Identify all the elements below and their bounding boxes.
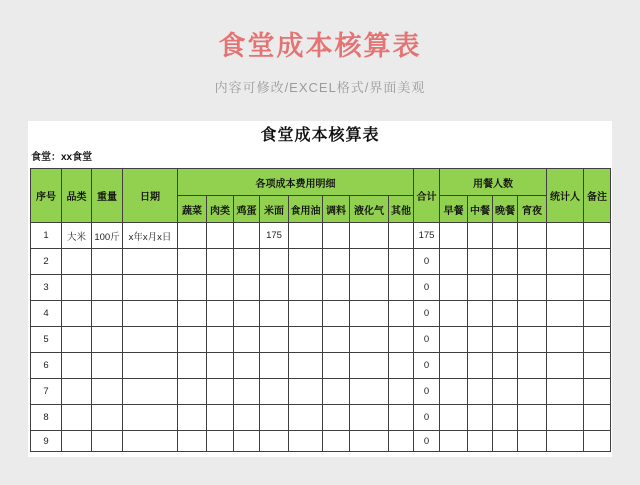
table-cell[interactable]	[207, 353, 234, 379]
table-row	[31, 249, 611, 275]
table-cell[interactable]: 175	[414, 223, 440, 249]
table-cell[interactable]	[92, 275, 123, 301]
table-cell[interactable]	[493, 275, 518, 301]
col-header-cost-group[interactable]: 各项成本费用明细	[178, 169, 414, 196]
table-cell[interactable]	[389, 379, 414, 405]
table-row	[31, 379, 611, 405]
table-cell[interactable]	[493, 405, 518, 431]
table-cell[interactable]	[260, 275, 289, 301]
table-cell[interactable]: 5	[31, 327, 62, 353]
table-body	[31, 223, 611, 452]
table-cell[interactable]	[234, 327, 260, 353]
table-cell[interactable]	[323, 249, 350, 275]
table-cell[interactable]	[62, 249, 92, 275]
table-cell[interactable]	[323, 327, 350, 353]
col-header-total[interactable]: 合计	[414, 169, 440, 223]
table-cell[interactable]	[547, 405, 584, 431]
table-cell[interactable]	[468, 223, 493, 249]
table-cell[interactable]	[350, 223, 389, 249]
table-cell[interactable]	[123, 249, 178, 275]
table-cell[interactable]	[234, 275, 260, 301]
col-header-meat[interactable]: 肉类	[207, 196, 234, 223]
table-cell[interactable]	[289, 327, 323, 353]
table-cell[interactable]	[323, 301, 350, 327]
table-cell[interactable]	[207, 223, 234, 249]
col-header-statistician[interactable]: 统计人	[547, 169, 584, 223]
col-header-gas[interactable]: 液化气	[350, 196, 389, 223]
table-cell[interactable]	[440, 327, 468, 353]
table-cell[interactable]	[350, 431, 389, 452]
table-cell[interactable]	[178, 327, 207, 353]
col-header-lunch[interactable]: 中餐	[468, 196, 493, 223]
table-cell[interactable]	[389, 275, 414, 301]
table-cell[interactable]: 大米	[62, 223, 92, 249]
col-header-serial[interactable]: 序号	[31, 169, 62, 223]
table-cell[interactable]	[468, 431, 493, 452]
table-cell[interactable]: 0	[414, 327, 440, 353]
table-cell[interactable]	[389, 431, 414, 452]
col-header-date[interactable]: 日期	[123, 169, 178, 223]
cost-table	[30, 168, 611, 452]
col-header-category[interactable]: 品类	[62, 169, 92, 223]
table-cell[interactable]	[207, 431, 234, 452]
table-cell[interactable]	[323, 353, 350, 379]
table-cell[interactable]	[468, 353, 493, 379]
table-cell[interactable]	[440, 223, 468, 249]
table-cell[interactable]	[547, 431, 584, 452]
table-cell[interactable]	[92, 431, 123, 452]
col-header-remarks[interactable]: 备注	[584, 169, 611, 223]
table-cell[interactable]	[547, 275, 584, 301]
table-cell[interactable]	[518, 431, 547, 452]
table-cell[interactable]	[389, 223, 414, 249]
table-cell[interactable]	[440, 405, 468, 431]
table-cell[interactable]	[518, 327, 547, 353]
spreadsheet-panel	[28, 121, 612, 457]
table-cell[interactable]: 0	[414, 431, 440, 452]
table-cell[interactable]	[468, 379, 493, 405]
table-cell[interactable]: 0	[414, 379, 440, 405]
table-cell[interactable]	[260, 405, 289, 431]
table-cell[interactable]	[234, 353, 260, 379]
table-cell[interactable]	[518, 223, 547, 249]
table-cell[interactable]	[440, 353, 468, 379]
col-header-weight[interactable]: 重量	[92, 169, 123, 223]
col-header-vegetables[interactable]: 蔬菜	[178, 196, 207, 223]
canteen-name-label[interactable]: 食堂：xx食堂	[31, 152, 93, 163]
table-cell[interactable]	[207, 301, 234, 327]
table-cell[interactable]	[584, 275, 611, 301]
col-header-supper[interactable]: 宵夜	[518, 196, 547, 223]
table-cell[interactable]	[493, 353, 518, 379]
table-row	[31, 405, 611, 431]
table-cell[interactable]	[350, 301, 389, 327]
table-cell[interactable]	[493, 249, 518, 275]
table-cell[interactable]	[207, 405, 234, 431]
col-header-other[interactable]: 其他	[389, 196, 414, 223]
table-cell[interactable]	[547, 379, 584, 405]
table-cell[interactable]	[350, 353, 389, 379]
table-cell[interactable]	[123, 431, 178, 452]
table-cell[interactable]	[468, 275, 493, 301]
col-header-eggs[interactable]: 鸡蛋	[234, 196, 260, 223]
col-header-meal-group[interactable]: 用餐人数	[440, 169, 547, 196]
table-cell[interactable]	[289, 431, 323, 452]
col-header-cooking-oil[interactable]: 食用油	[289, 196, 323, 223]
table-cell[interactable]	[178, 405, 207, 431]
table-cell[interactable]	[547, 327, 584, 353]
table-cell[interactable]	[260, 379, 289, 405]
table-cell[interactable]: 7	[31, 379, 62, 405]
header-row-groups	[31, 169, 611, 196]
table-cell[interactable]	[584, 249, 611, 275]
table-cell[interactable]	[289, 249, 323, 275]
page-title: 食堂成本核算表	[218, 31, 422, 61]
table-cell[interactable]	[518, 249, 547, 275]
sheet-title: 食堂成本核算表	[260, 127, 380, 144]
col-header-breakfast[interactable]: 早餐	[440, 196, 468, 223]
table-cell[interactable]	[350, 275, 389, 301]
table-cell[interactable]	[234, 431, 260, 452]
col-header-dinner[interactable]: 晚餐	[493, 196, 518, 223]
table-cell[interactable]	[547, 301, 584, 327]
table-cell[interactable]	[518, 301, 547, 327]
table-cell[interactable]: 0	[414, 249, 440, 275]
table-cell[interactable]: 1	[31, 223, 62, 249]
table-cell[interactable]	[493, 327, 518, 353]
table-cell[interactable]	[178, 431, 207, 452]
table-cell[interactable]	[178, 249, 207, 275]
table-row	[31, 431, 611, 452]
page-subtitle: 内容可修改/EXCEL格式/界面美观	[214, 80, 426, 96]
col-header-seasoning[interactable]: 调料	[323, 196, 350, 223]
table-cell[interactable]	[389, 301, 414, 327]
table-cell[interactable]	[260, 431, 289, 452]
table-cell[interactable]	[440, 249, 468, 275]
table-cell[interactable]	[234, 301, 260, 327]
table-cell[interactable]: 175	[260, 223, 289, 249]
table-cell[interactable]	[62, 405, 92, 431]
table-cell[interactable]: 0	[414, 301, 440, 327]
table-cell[interactable]	[584, 431, 611, 452]
table-cell[interactable]	[123, 353, 178, 379]
table-cell[interactable]	[323, 379, 350, 405]
table-cell[interactable]	[289, 405, 323, 431]
table-cell[interactable]: 9	[31, 431, 62, 452]
table-cell[interactable]	[493, 379, 518, 405]
table-cell[interactable]: 6	[31, 353, 62, 379]
table-cell[interactable]	[178, 379, 207, 405]
table-cell[interactable]: 100斤	[92, 223, 123, 249]
table-cell[interactable]	[234, 405, 260, 431]
table-cell[interactable]	[260, 353, 289, 379]
table-cell[interactable]	[468, 301, 493, 327]
table-row	[31, 301, 611, 327]
table-cell[interactable]	[260, 301, 289, 327]
table-cell[interactable]	[92, 249, 123, 275]
table-cell[interactable]	[62, 275, 92, 301]
table-cell[interactable]	[289, 301, 323, 327]
table-cell[interactable]	[584, 405, 611, 431]
table-cell[interactable]	[547, 249, 584, 275]
table-cell[interactable]: 8	[31, 405, 62, 431]
table-cell[interactable]	[440, 275, 468, 301]
table-cell[interactable]	[123, 379, 178, 405]
table-cell[interactable]	[234, 223, 260, 249]
table-cell[interactable]	[350, 249, 389, 275]
table-cell[interactable]: x年x月x日	[123, 223, 178, 249]
table-cell[interactable]	[468, 249, 493, 275]
table-cell[interactable]	[123, 405, 178, 431]
table-cell[interactable]	[350, 327, 389, 353]
table-cell[interactable]	[207, 327, 234, 353]
table-cell[interactable]	[92, 327, 123, 353]
table-cell[interactable]	[547, 353, 584, 379]
table-cell[interactable]	[584, 353, 611, 379]
table-cell[interactable]	[518, 405, 547, 431]
table-header	[31, 169, 611, 223]
table-cell[interactable]	[547, 223, 584, 249]
table-cell[interactable]	[323, 405, 350, 431]
table-cell[interactable]	[62, 301, 92, 327]
table-cell[interactable]	[350, 379, 389, 405]
table-cell[interactable]	[584, 327, 611, 353]
table-cell[interactable]	[389, 249, 414, 275]
table-cell[interactable]	[260, 327, 289, 353]
table-cell[interactable]	[289, 379, 323, 405]
table-cell[interactable]	[123, 327, 178, 353]
table-row	[31, 327, 611, 353]
table-cell[interactable]	[62, 327, 92, 353]
table-cell[interactable]	[62, 379, 92, 405]
table-cell[interactable]	[440, 379, 468, 405]
table-cell[interactable]	[92, 353, 123, 379]
table-cell[interactable]	[289, 223, 323, 249]
table-cell[interactable]	[123, 301, 178, 327]
table-cell[interactable]	[518, 353, 547, 379]
table-cell[interactable]	[323, 275, 350, 301]
table-row	[31, 275, 611, 301]
table-cell[interactable]	[518, 379, 547, 405]
table-cell[interactable]	[178, 301, 207, 327]
table-cell[interactable]: 0	[414, 405, 440, 431]
col-header-rice-flour[interactable]: 米面	[260, 196, 289, 223]
table-cell[interactable]	[389, 405, 414, 431]
table-cell[interactable]: 2	[31, 249, 62, 275]
table-cell[interactable]	[207, 379, 234, 405]
table-cell[interactable]	[92, 301, 123, 327]
table-cell[interactable]: 3	[31, 275, 62, 301]
table-cell[interactable]	[389, 353, 414, 379]
table-cell[interactable]	[323, 223, 350, 249]
table-cell[interactable]: 0	[414, 275, 440, 301]
table-cell[interactable]	[584, 223, 611, 249]
table-cell[interactable]	[178, 223, 207, 249]
table-cell[interactable]	[468, 405, 493, 431]
table-cell[interactable]	[62, 353, 92, 379]
table-row	[31, 353, 611, 379]
table-cell[interactable]	[234, 379, 260, 405]
table-cell[interactable]	[178, 275, 207, 301]
table-cell[interactable]	[440, 431, 468, 452]
table-cell[interactable]: 4	[31, 301, 62, 327]
table-cell[interactable]	[493, 301, 518, 327]
table-cell[interactable]	[92, 379, 123, 405]
table-cell[interactable]	[493, 431, 518, 452]
table-cell[interactable]	[289, 353, 323, 379]
table-cell[interactable]	[518, 275, 547, 301]
table-cell[interactable]	[207, 275, 234, 301]
table-cell[interactable]	[92, 405, 123, 431]
table-row	[31, 223, 611, 249]
table-cell[interactable]	[468, 327, 493, 353]
table-cell[interactable]	[584, 301, 611, 327]
table-cell[interactable]	[440, 301, 468, 327]
table-cell[interactable]	[289, 275, 323, 301]
table-cell[interactable]	[323, 431, 350, 452]
table-cell[interactable]	[350, 405, 389, 431]
table-cell[interactable]	[234, 249, 260, 275]
table-cell[interactable]	[207, 249, 234, 275]
table-cell[interactable]	[123, 275, 178, 301]
table-cell[interactable]	[389, 327, 414, 353]
table-cell[interactable]	[62, 431, 92, 452]
table-cell[interactable]	[260, 249, 289, 275]
table-cell[interactable]	[178, 353, 207, 379]
table-cell[interactable]	[493, 223, 518, 249]
table-cell[interactable]	[584, 379, 611, 405]
table-cell[interactable]: 0	[414, 353, 440, 379]
